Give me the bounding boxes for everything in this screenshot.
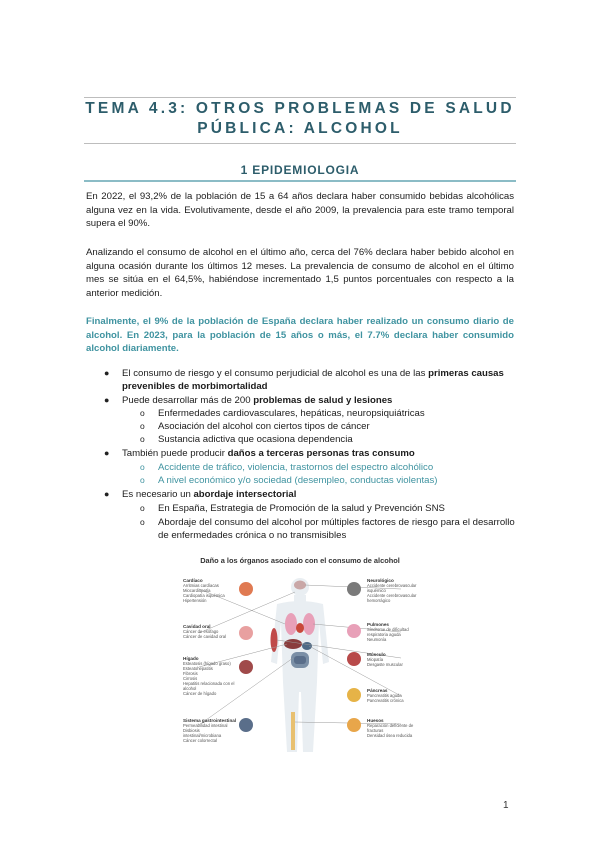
sub-bullet-marker: o <box>140 408 145 418</box>
lungs-icon <box>347 624 361 638</box>
label-line: Cáncer de esófago <box>183 629 219 634</box>
label-line: Pancreatitis aguda <box>367 693 402 698</box>
paragraph-2: Analizando el consumo de alcohol en el último año, cerca del 76% declara haber bebido alcohol en alguna ocasión durante los últimos 12 meses. La prevalencia de consumo de alcohol en el último mes se sitúa en el 64,5%, habiéndose incrementado 1,5 puntos porcentuales con respecto a la anterior medición. <box>86 247 514 299</box>
label-muscle <box>367 652 423 667</box>
label-line: Miocardiopatía <box>183 588 211 593</box>
label-line: Síndrome de dificultad respiratoria aguda <box>367 627 409 637</box>
label-liver <box>183 656 237 696</box>
bullet-dot: ● <box>104 395 110 405</box>
bullet-3 <box>122 447 516 460</box>
bullet-2 <box>122 394 516 407</box>
paragraph-3-part-a: Finalmente, el 9% de la población de España declara haber realizado un consumo diario de alcohol. <box>86 316 514 341</box>
sub-bullet-marker: o <box>140 421 145 431</box>
heart-icon <box>239 582 253 596</box>
label-oral-cavity <box>183 624 235 639</box>
paragraph-3-part-b: , para la población de 15 años o más, el 7.7% declara haber consumido alcohol diariamente. <box>86 329 514 355</box>
alcohol-organ-damage-figure <box>173 552 427 754</box>
label-line: Cáncer de hígado <box>183 691 217 696</box>
label-cardiac-heading: Cardíaco <box>183 578 203 583</box>
paragraph-3-year: En 2023 <box>126 329 166 341</box>
label-liver-heading: Hígado <box>183 656 199 661</box>
bullet-1-bold: primeras causas prevenibles de morbimortalidad <box>122 368 504 393</box>
sub-bullet-marker: o <box>140 475 145 485</box>
intestine-icon <box>239 718 253 732</box>
brain-icon <box>347 582 361 596</box>
label-line: Miopatía <box>367 657 384 662</box>
label-line: Cáncer colorrectal <box>183 738 217 743</box>
pancreas-icon <box>347 688 361 702</box>
sub-bullet-4-2: Abordaje del consumo del alcohol por múltiples factores de riesgo para el desarrollo de enfermedades crónica o no transmisibles <box>158 517 515 542</box>
label-line: Esteatohepatitis <box>183 666 213 671</box>
label-neurological <box>367 578 423 603</box>
liver-icon <box>239 660 253 674</box>
label-line: Reparación deficiente de fracturas <box>367 723 414 733</box>
label-lungs-heading: Pulmones <box>367 622 389 627</box>
label-line: Hipertensión <box>183 598 207 603</box>
label-line: Desgaste muscular <box>367 662 403 667</box>
bone-icon <box>347 718 361 732</box>
label-muscle-heading: Músculo <box>367 652 386 657</box>
bullet-1-text: El consumo de riesgo y el consumo perjudicial de alcohol es una de las <box>122 368 429 379</box>
label-line: Permeabilidad intestinal <box>183 723 228 728</box>
bullet-4-bold: abordaje intersectorial <box>193 489 297 500</box>
bullet-2-bold: problemas de salud y lesiones <box>253 395 393 406</box>
bullet-1 <box>122 367 516 394</box>
section-rule <box>84 180 516 182</box>
figure-title: Daño a los órganos asociado con el consumo de alcohol <box>200 556 400 565</box>
bullet-dot: ● <box>104 448 110 458</box>
label-lungs <box>367 622 423 642</box>
sub-bullet-3-2: A nivel económico y/o sociedad (desempleo, conductas violentas) <box>158 475 438 486</box>
sub-bullet-marker: o <box>140 503 145 513</box>
mouth-icon <box>239 626 253 640</box>
label-line: Esteatosis (hígado graso) <box>183 661 231 666</box>
label-line: Accidente cerebrovascular isquémico <box>367 583 417 593</box>
label-line: Cáncer de cavidad oral <box>183 634 227 639</box>
title-bottom-rule <box>84 143 516 144</box>
label-line: Cardiopatía isquémica <box>183 593 225 598</box>
section-heading: 1 EPIDEMIOLOGIA <box>240 163 360 177</box>
label-line: Neumonía <box>367 637 387 642</box>
page-title-line-2: PÚBLICA: ALCOHOL <box>197 120 403 137</box>
bullet-dot: ● <box>104 368 110 378</box>
sub-bullet-2-1: Enfermedades cardiovasculares, hepáticas, neuropsiquiátricas <box>158 408 425 419</box>
label-pancreas-heading: Páncreas <box>367 688 388 693</box>
label-gi-heading: Sistema gastrointestinal <box>183 718 237 723</box>
bullet-dot: ● <box>104 489 110 499</box>
muscle-icon <box>347 652 361 666</box>
label-bones <box>367 718 423 738</box>
label-line: Disbiosis intestinal/microbiana <box>183 728 222 738</box>
label-cardiac <box>183 578 235 603</box>
sub-bullet-2-2: Asociación del alcohol con ciertos tipos de cáncer <box>158 421 370 432</box>
bullet-4-text: Es necesario un <box>122 489 194 500</box>
label-bones-heading: Huesos <box>367 718 384 723</box>
label-line: Pancreatitis crónica <box>367 698 404 703</box>
sub-bullet-3-1: Accidente de tráfico, violencia, trastornos del espectro alcohólico <box>158 462 434 473</box>
paragraph-1: En 2022, el 93,2% de la población de 15 a 64 años declara haber consumido bebidas alcohólicas alguna vez en la vida. Evolutivamente, desde el año 2009, la prevalencia para este tramo temporal supera el 90%. <box>86 191 514 230</box>
title-top-rule <box>84 97 516 98</box>
label-oral-heading: Cavidad oral <box>183 624 211 629</box>
label-neuro-heading: Neurológico <box>367 578 394 583</box>
label-line: Densidad ósea reducida <box>367 733 413 738</box>
page-number: 1 <box>503 800 509 811</box>
paragraph-3 <box>86 315 514 356</box>
sub-bullet-marker: o <box>140 517 145 527</box>
bullet-3-text: También puede producir <box>122 448 228 459</box>
label-pancreas <box>367 688 423 703</box>
sub-bullet-marker: o <box>140 462 145 472</box>
bullet-3-bold: daños a terceras personas tras consumo <box>227 448 415 459</box>
bullet-4 <box>122 488 516 501</box>
page-title-line-1: TEMA 4.3: OTROS PROBLEMAS DE SALUD <box>85 100 515 117</box>
label-line: Cirrosis <box>183 676 198 681</box>
label-gastrointestinal <box>183 718 237 743</box>
bullet-2-text: Puede desarrollar más de 200 <box>122 395 254 406</box>
sub-bullet-marker: o <box>140 434 145 444</box>
label-line: Accidente cerebrovascular hemorrágico <box>367 593 417 603</box>
label-line: Fibrosis <box>183 671 198 676</box>
sub-bullet-2-3: Sustancia adictiva que ocasiona dependencia <box>158 434 353 445</box>
label-line: Arritmias cardíacas <box>183 583 219 588</box>
sub-bullet-4-1: En España, Estrategia de Promoción de la salud y Prevención SNS <box>158 503 445 514</box>
label-line: Hepatitis relacionada con el alcohol <box>183 681 235 691</box>
